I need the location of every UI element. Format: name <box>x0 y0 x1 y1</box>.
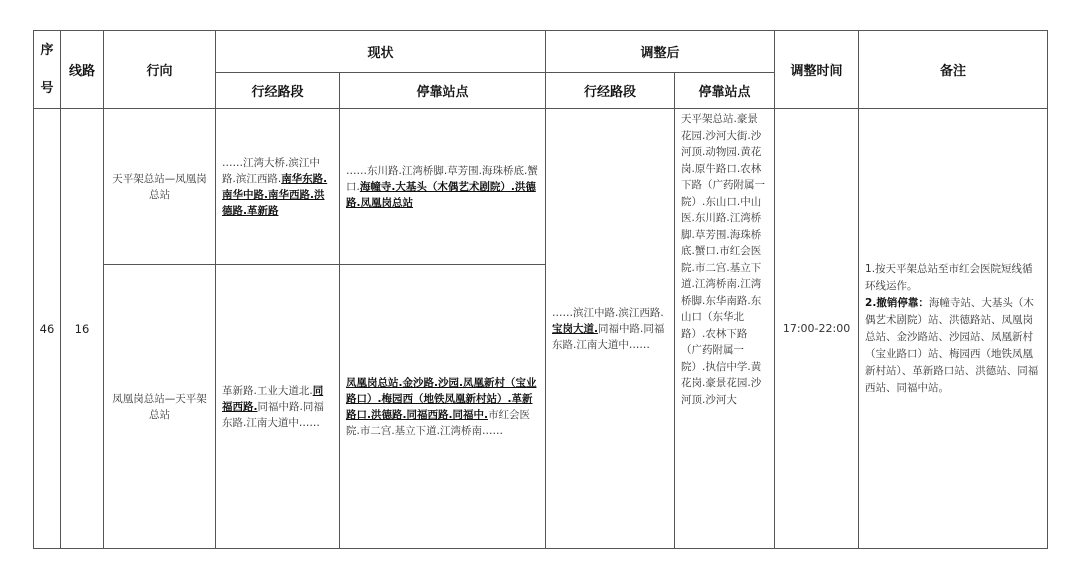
header-seq-bottom: 号 <box>40 80 54 96</box>
remark-2-text: 海幢寺站、大基头（木偶艺术剧院）站、洪德路站、凤凰岗总站、金沙路站、沙园站、凤凰新村（宝业路口）站、梅园西（地铁凤凰新村站）、革新路口站、洪德站、同福西站、同福中站。 <box>865 296 1039 394</box>
path-2-removed: 同福西路. <box>222 384 324 413</box>
cell-seq: 46 <box>34 109 61 549</box>
route-adjustment-table <box>33 30 1048 549</box>
cell-current-path-2 <box>216 265 340 549</box>
adjusted-path-plain-1: ……滨江中路.滨江西路. <box>552 306 664 319</box>
header-current-path: 行经路段 <box>216 73 340 109</box>
header-adjusted-path: 行经路段 <box>546 73 675 109</box>
header-route: 线路 <box>61 31 104 109</box>
header-adjusted: 调整后 <box>546 31 775 73</box>
adjusted-path-new: 宝岗大道. <box>552 322 599 335</box>
path-1-plain: ……江湾大桥.滨江中路.滨江西路. <box>222 156 320 185</box>
cell-direction-1: 天平架总站—凤凰岗总站 <box>104 109 216 265</box>
header-adjusted-stops: 停靠站点 <box>675 73 775 109</box>
cell-current-path-1 <box>216 109 340 265</box>
stops-1-plain: ……东川路.江湾桥脚.草芳围.海珠桥底.蟹口. <box>346 164 538 193</box>
header-direction: 行向 <box>104 31 216 109</box>
header-current-stops: 停靠站点 <box>340 73 546 109</box>
remark-1: 1.按天平架总站至市红会医院短线循环线运作。 <box>865 262 1033 292</box>
cell-adjusted-path <box>546 109 675 549</box>
header-time: 调整时间 <box>775 31 859 109</box>
stops-2-removed: 凤凰岗总站.金沙路.沙园.凤凰新村（宝业路口）.梅园西（地铁凤凰新村站）.革新路口.洪德路.同福西路.同福中. <box>346 376 537 421</box>
cell-current-stops-2 <box>340 265 546 549</box>
header-seq <box>34 31 61 109</box>
path-1-removed: 南华东路.南华中路.南华西路.洪德路.革新路 <box>222 172 328 217</box>
cell-direction-2: 凤凰岗总站—天平架总站 <box>104 265 216 549</box>
remark-2 <box>865 295 1041 397</box>
header-seq-top: 序 <box>40 42 54 58</box>
cell-route: 16 <box>61 109 104 549</box>
path-2-plain-1: 革新路.工业大道北. <box>222 384 313 397</box>
remark-2-label: 2.撤销停靠： <box>865 296 929 309</box>
table-row <box>34 109 1048 265</box>
cell-current-stops-1 <box>340 109 546 265</box>
stops-2-plain: 市红会医院.市二宫.基立下道.江湾桥南…… <box>346 408 530 437</box>
adjusted-path-plain-2: 同福中路.同福东路.江南大道中…… <box>552 322 665 351</box>
cell-time: 17:00-22:00 <box>775 109 859 549</box>
header-current: 现状 <box>216 31 546 73</box>
path-2-plain-2: 同福中路.同福东路.江南大道中…… <box>222 400 324 429</box>
cell-remarks <box>859 109 1048 549</box>
header-remarks: 备注 <box>859 31 1048 109</box>
route-adjustment-table-wrapper <box>33 30 1047 550</box>
cell-adjusted-stops: 天平架总站.豪景花园.沙河大街.沙河顶.动物园.黄花岗.原牛路口.农林下路（广药附属一院）.东山口.中山医.东川路.江湾桥脚.草芳围.海珠桥底.蟹口.市红会医院.市二宫.基立下道.江湾桥南.江湾桥脚.东华南路.东山口（东华北路）.农林下路（广药附属一院）.执信中学.黄花岗.豪景花园.沙河顶.沙河大 <box>675 109 775 549</box>
stops-1-removed: 海幢寺.大基头（木偶艺术剧院）.洪德路.凤凰岗总站 <box>346 180 536 209</box>
